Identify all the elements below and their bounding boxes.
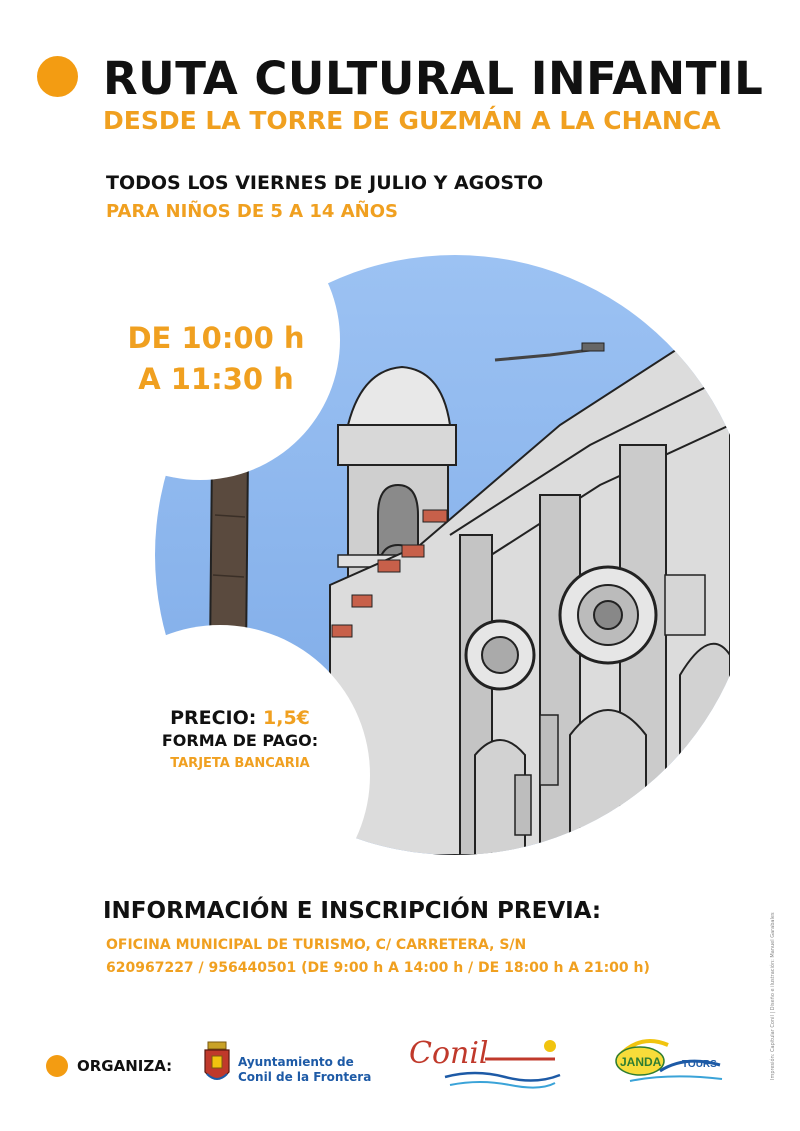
- time-end: A 11:30 h: [138, 362, 294, 396]
- ayuntamiento-line1: Ayuntamiento de: [238, 1055, 354, 1069]
- price-label: PRECIO:: [170, 707, 257, 729]
- info-heading: INFORMACIÓN E INSCRIPCIÓN PREVIA:: [103, 898, 602, 924]
- payment-label: FORMA DE PAGO:: [161, 731, 319, 750]
- janda-logo-text1: JANDA: [620, 1055, 662, 1069]
- janda-logo-text2: TOURS: [682, 1059, 717, 1070]
- time-start: DE 10:00 h: [127, 321, 305, 355]
- payment-value: TARJETA BANCARIA: [170, 756, 310, 771]
- print-credits: Impresión: Capitular Conil | Diseño e ilustración: Manuel Garabales: [770, 912, 776, 1080]
- info-phones: 620967227 / 956440501 (DE 9:00 h A 14:00 h / DE 18:00 h A 21:00 h): [106, 960, 650, 976]
- ayuntamiento-crest-icon: [202, 1040, 232, 1088]
- info-office: OFICINA MUNICIPAL DE TURISMO, C/ CARRETERA, S/N: [106, 937, 527, 953]
- schedule-ages: PARA NIÑOS DE 5 A 14 AÑOS: [106, 201, 398, 222]
- price-block: [120, 707, 360, 771]
- price-value: 1,5€: [263, 707, 310, 729]
- conil-logo-text: Conil: [409, 1036, 489, 1071]
- conil-logo: [405, 1033, 565, 1093]
- organiza-label: ORGANIZA:: [77, 1057, 173, 1075]
- page-subtitle: DESDE LA TORRE DE GUZMÁN A LA CHANCA: [103, 106, 721, 135]
- organiza-bullet-dot: [46, 1055, 68, 1077]
- title-bullet-dot: [37, 56, 78, 97]
- time-range: [120, 318, 312, 400]
- janda-tours-logo: [610, 1035, 730, 1090]
- schedule-days: TODOS LOS VIERNES DE JULIO Y AGOSTO: [106, 172, 544, 194]
- price-line: [120, 707, 360, 729]
- ayuntamiento-logo-text: [238, 1055, 371, 1085]
- ayuntamiento-line2: Conil de la Frontera: [238, 1070, 372, 1084]
- page-title: RUTA CULTURAL INFANTIL: [103, 52, 764, 105]
